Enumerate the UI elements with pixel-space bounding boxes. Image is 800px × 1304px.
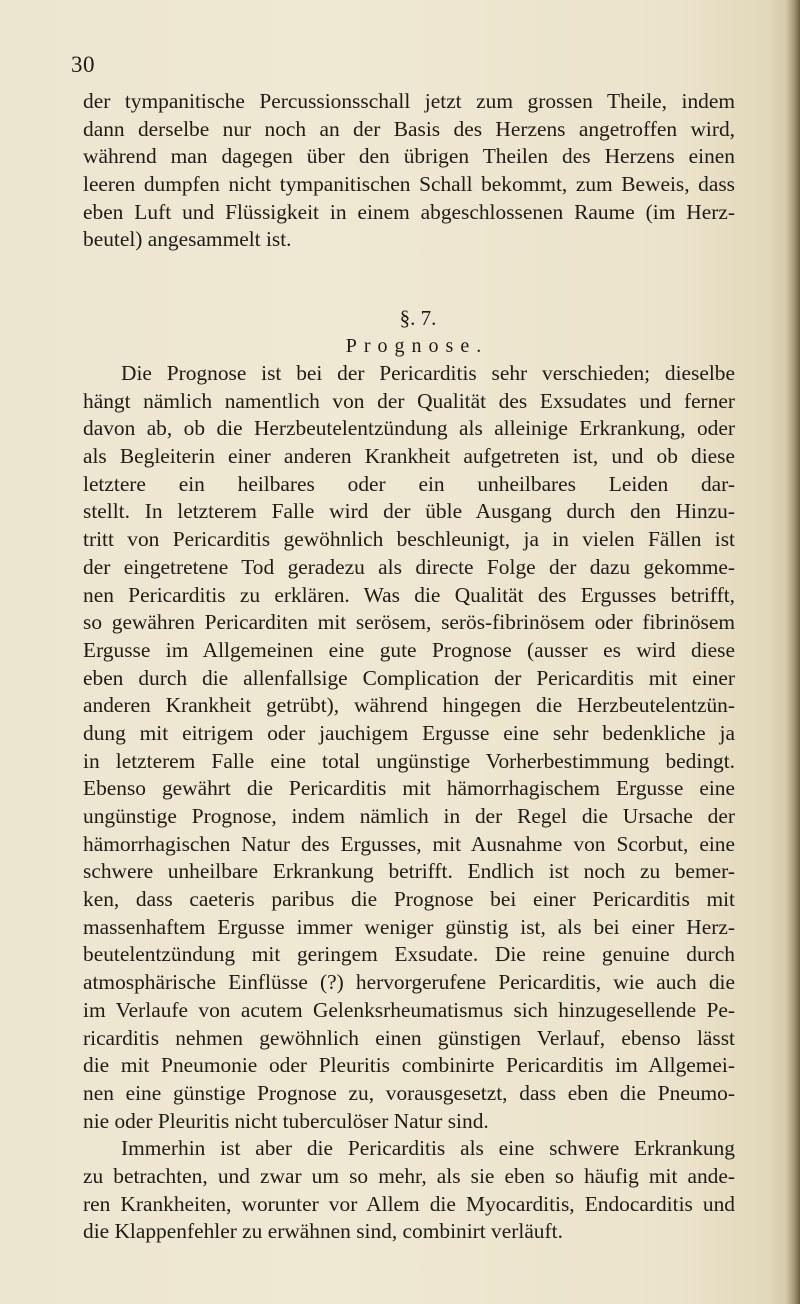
text-line: beutel) angesammelt ist. (83, 227, 292, 252)
text-line: leeren dumpfen nicht tympanitischen Schall bekommt, zum Beweis, dass (83, 172, 735, 197)
text-line: die Klappenfehler zu erwähnen sind, combinirt verläuft. (83, 1219, 563, 1244)
text-line: eben durch die allenfallsige Complication der Pericarditis mit einer (83, 665, 735, 690)
text-line: eben Luft und Flüssigkeit in einem abgeschlossenen Raume (im Herz- (83, 199, 735, 224)
text-line: während man dagegen über den übrigen Theilen des Herzens einen (83, 144, 735, 169)
text-line: tritt von Pericarditis gewöhnlich beschleunigt, ja in vielen Fällen ist (83, 527, 735, 552)
text-line: anderen Krankheit getrübt), während hingegen die Herzbeutelentzün- (83, 693, 735, 718)
section-number: §. 7. (399, 306, 437, 330)
text-line: Die Prognose ist bei der Pericarditis sehr verschieden; dieselbe (121, 361, 735, 385)
page-number: 30 (71, 52, 95, 77)
prognosis-text (83, 360, 735, 1246)
text-line: beutelentzündung mit geringem Exsudate. Die reine genuine durch (83, 942, 735, 967)
text-line: so gewähren Pericarditen mit serösem, serös-fibrinösem oder fibrinösem (83, 610, 735, 635)
text-line: nen Pericarditis zu erklären. Was die Qualität des Ergusses betrifft, (83, 582, 735, 607)
text-line: letztere ein heilbares oder ein unheilbares Leiden dar- (83, 471, 735, 496)
page-edge-shadow (786, 0, 800, 1304)
text-line: hängt nämlich namentlich von der Qualität des Exsudates und ferner (83, 388, 735, 413)
text-line: atmosphärische Einflüsse (?) hervorgerufene Pericarditis, wie auch die (83, 970, 735, 995)
text-line: die mit Pneumonie oder Pleuritis combinirte Pericarditis im Allgemei- (83, 1053, 735, 1078)
text-line: als Begleiterin einer anderen Krankheit aufgetreten ist, und ob diese (83, 444, 735, 469)
text-line: Ebenso gewährt die Pericarditis mit hämorrhagischem Ergusse eine (83, 776, 735, 801)
text-line: in letzterem Falle eine total ungünstige Vorherbestimmung bedingt. (83, 748, 735, 773)
text-line: schwere unheilbare Erkrankung betrifft. Endlich ist noch zu bemer- (83, 859, 735, 884)
text-line: zu betrachten, und zwar um so mehr, als sie eben so häufig mit ande- (83, 1163, 735, 1188)
text-line: Ergusse im Allgemeinen eine gute Prognose (ausser es wird diese (83, 637, 735, 662)
text-line: ren Krankheiten, worunter vor Allem die Myocarditis, Endocarditis und (83, 1191, 735, 1216)
text-line: ungünstige Prognose, indem nämlich in der Regel die Ursache der (83, 804, 735, 828)
text-line: massenhaftem Ergusse immer weniger günstig ist, als bei einer Herz- (83, 914, 735, 939)
text-line: dann derselbe nur noch an der Basis des Herzens angetroffen wird, (83, 116, 735, 141)
text-line: ken, dass caeteris paribus die Prognose bei einer Pericarditis mit (83, 887, 735, 912)
text-line: nie oder Pleuritis nicht tuberculöser Natur sind. (83, 1108, 489, 1133)
text-line: davon ab, ob die Herzbeutelentzündung als alleinige Erkrankung, oder (83, 416, 735, 441)
text-line: ricarditis nehmen gewöhnlich einen günstigen Verlauf, ebenso lässt (83, 1025, 735, 1050)
section-title: Prognose. (345, 335, 489, 357)
text-line: hämorrhagischen Natur des Ergusses, mit Ausnahme von Scorbut, eine (83, 831, 735, 856)
text-line: nen eine günstige Prognose zu, vorausgesetzt, dass eben die Pneumo- (83, 1080, 735, 1105)
text-line: stellt. In letzterem Falle wird der üble Ausgang durch den Hinzu- (83, 499, 735, 524)
text-line: Immerhin ist aber die Pericarditis als eine schwere Erkrankung (121, 1136, 735, 1161)
intro-paragraph (83, 88, 735, 254)
text-line: im Verlaufe von acutem Gelenksrheumatismus sich hinzugesellende Pe- (83, 997, 735, 1022)
text-line: dung mit eitrigem oder jauchigem Ergusse eine sehr bedenkliche ja (83, 720, 735, 745)
text-line: der eingetretene Tod geradezu als directe Folge der dazu gekomme- (83, 554, 735, 579)
text-line: der tympanitische Percussionsschall jetzt zum grossen Theile, indem (83, 89, 735, 113)
